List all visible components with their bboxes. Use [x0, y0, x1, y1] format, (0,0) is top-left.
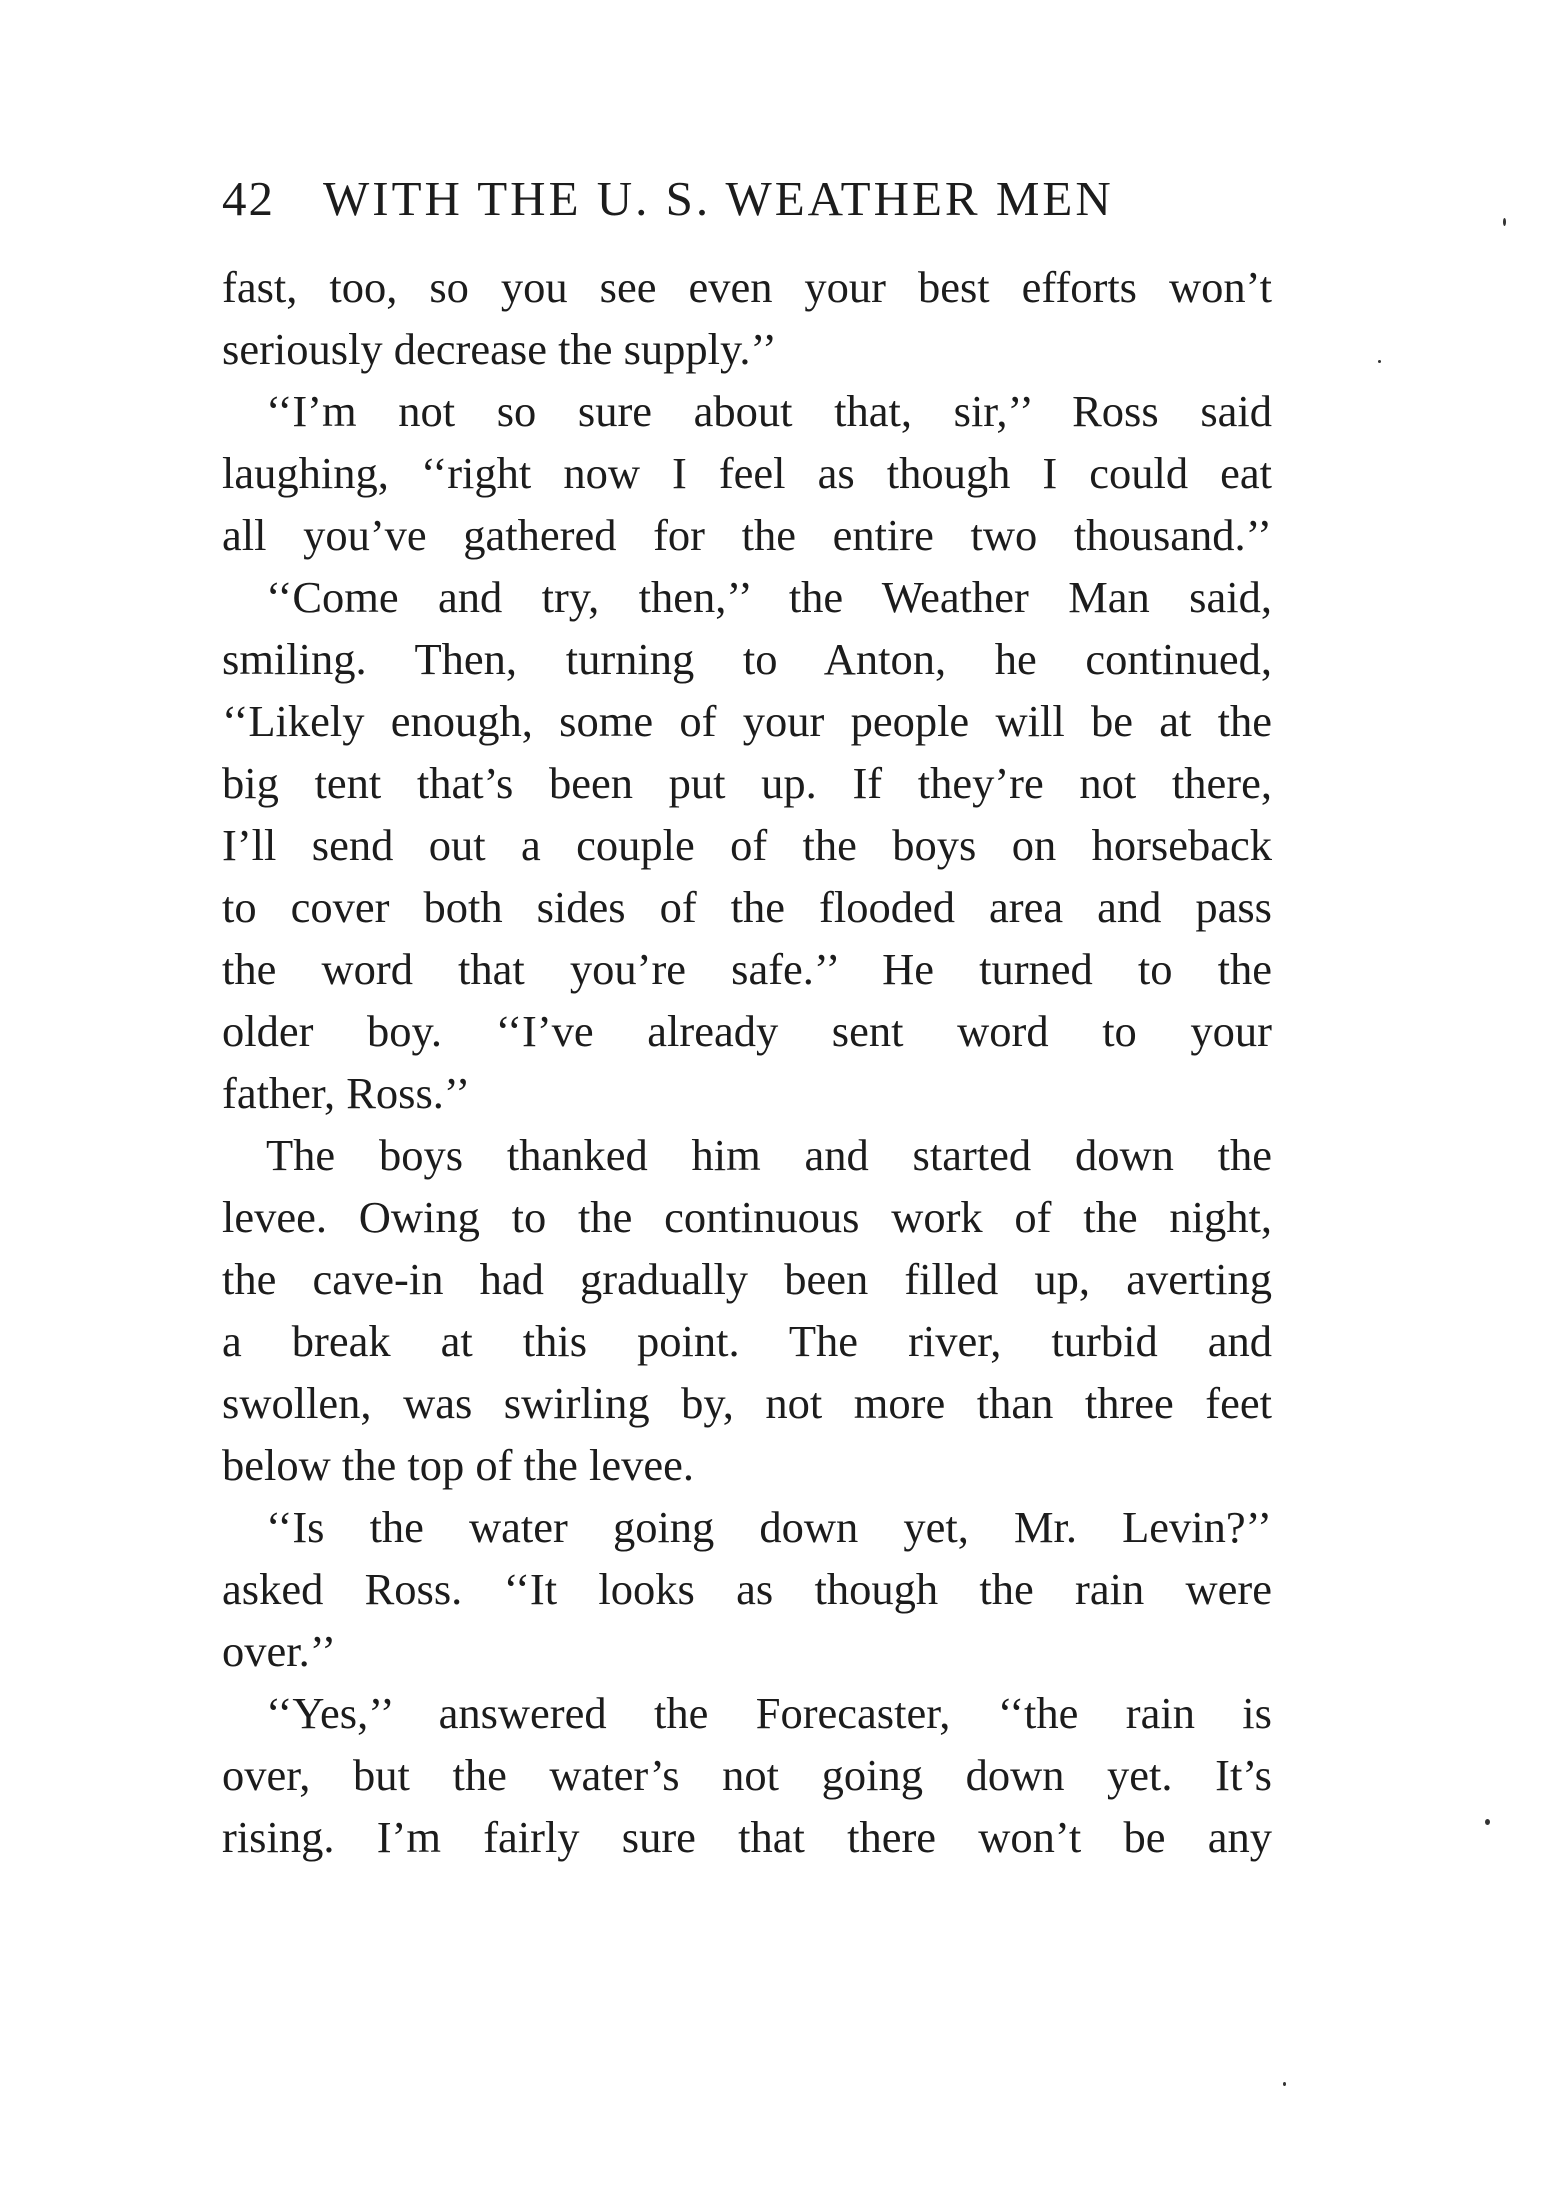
text-line: the cave-in had gradually been filled up, averting	[222, 1254, 1272, 1304]
text-line: I’ll send out a couple of the boys on horseback	[222, 820, 1272, 870]
text-line: The boys thanked him and started down the	[266, 1130, 1272, 1180]
text-line: swollen, was swirling by, not more than three feet	[222, 1378, 1272, 1428]
text-line: over.’’	[222, 1626, 337, 1676]
paragraph	[222, 256, 1272, 380]
text-line: seriously decrease the supply.’’	[222, 324, 777, 374]
text-line: fast, too, so you see even your best efforts won’t	[222, 262, 1272, 312]
text-line: smiling. Then, turning to Anton, he continued,	[222, 634, 1272, 684]
text-line: a break at this point. The river, turbid and	[222, 1316, 1272, 1366]
text-line: to cover both sides of the flooded area and pass	[222, 882, 1272, 932]
paragraph	[222, 1682, 1272, 1868]
text-line: older boy. ‘‘I’ve already sent word to your	[222, 1006, 1272, 1056]
text-line: ‘‘Likely enough, some of your people will be at the	[222, 696, 1272, 746]
scan-speck	[1485, 1819, 1490, 1825]
paragraph	[222, 1124, 1272, 1496]
book-title: WITH THE U. S. WEATHER MEN	[323, 171, 1114, 226]
text-line: ‘‘Come and try, then,’’ the Weather Man said,	[266, 572, 1272, 622]
scan-speck	[1283, 2082, 1286, 2086]
text-line: all you’ve gathered for the entire two thousand.’’	[222, 510, 1272, 560]
body-text	[222, 256, 1272, 1868]
text-line: ‘‘Is the water going down yet, Mr. Levin?’’	[266, 1502, 1272, 1552]
paragraph	[222, 1496, 1272, 1682]
text-line: laughing, ‘‘right now I feel as though I could eat	[222, 448, 1272, 498]
text-line: levee. Owing to the continuous work of the night,	[222, 1192, 1272, 1242]
scan-speck	[1503, 218, 1506, 226]
text-line: below the top of the levee.	[222, 1440, 695, 1490]
text-line: asked Ross. ‘‘It looks as though the rain were	[222, 1564, 1272, 1614]
text-line: ‘‘I’m not so sure about that, sir,’’ Ross said	[266, 386, 1272, 436]
paragraph	[222, 380, 1272, 566]
text-line: the word that you’re safe.’’ He turned to the	[222, 944, 1272, 994]
text-line: rising. I’m fairly sure that there won’t be any	[222, 1812, 1272, 1862]
text-line: over, but the water’s not going down yet. It’s	[222, 1750, 1272, 1800]
scan-speck	[1378, 360, 1381, 363]
text-line: ‘‘Yes,’’ answered the Forecaster, ‘‘the rain is	[266, 1688, 1272, 1738]
page-number: 42	[222, 171, 275, 226]
text-line: father, Ross.’’	[222, 1068, 471, 1118]
running-head	[222, 170, 1272, 250]
paragraph	[222, 566, 1272, 1124]
text-line: big tent that’s been put up. If they’re not there,	[222, 758, 1272, 808]
